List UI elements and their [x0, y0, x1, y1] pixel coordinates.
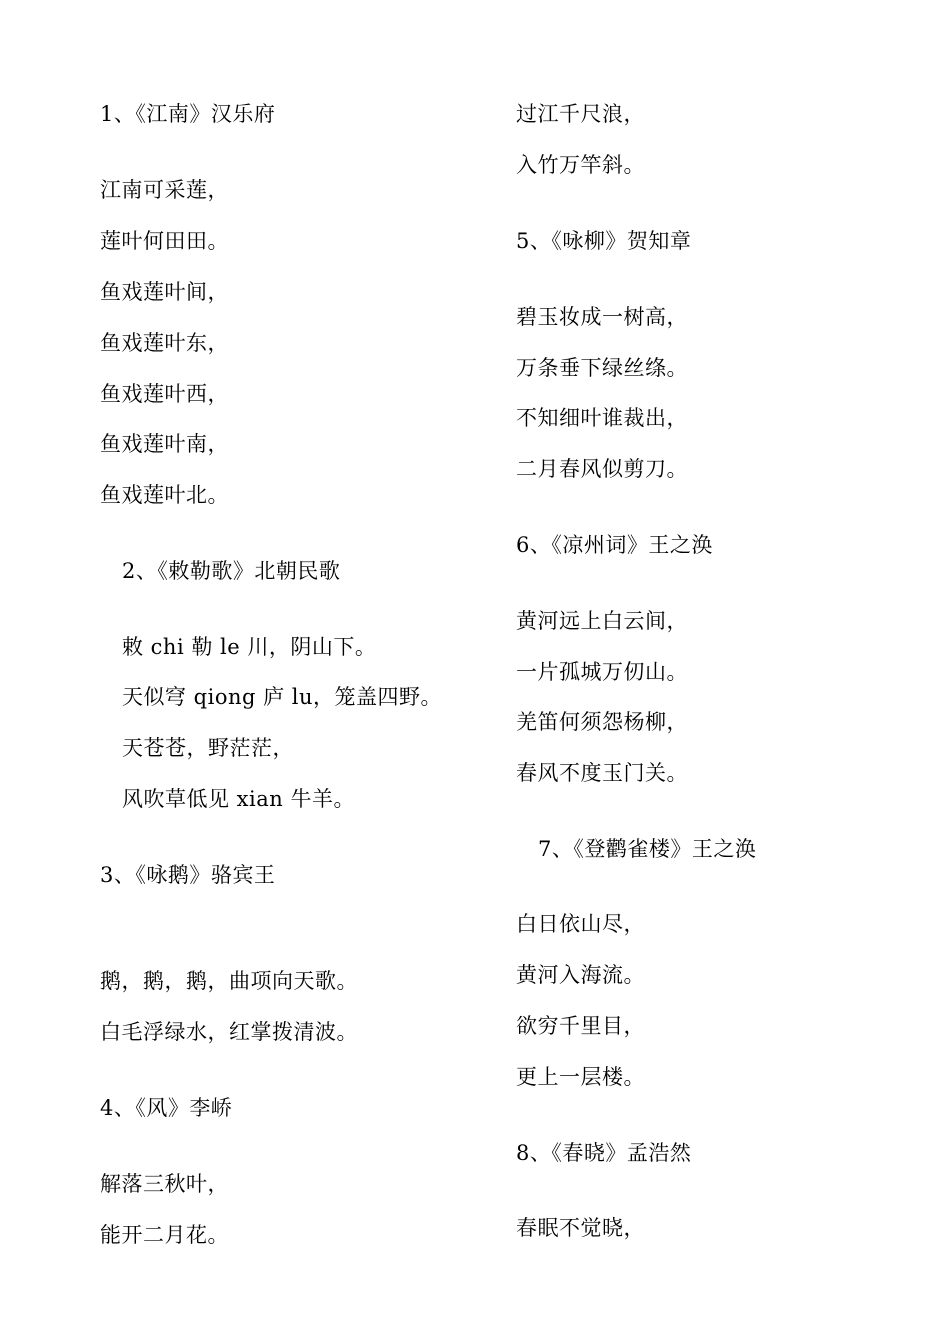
- poem-line: 莲叶何田田。: [100, 229, 229, 253]
- poem-line: 白日依山尽，: [516, 912, 645, 936]
- poem-line: 鱼戏莲叶南，: [100, 432, 229, 456]
- poem-line: 碧玉妆成一树高，: [516, 305, 688, 329]
- poem-line: 不知细叶谁裁出，: [516, 406, 688, 430]
- poem-line: 入竹万竿斜。: [516, 153, 645, 177]
- poem-title: 2、《敕勒歌》北朝民歌: [122, 559, 341, 583]
- poem-title: 1、《江南》汉乐府: [100, 102, 276, 126]
- poem-line: 天似穹 qiong 庐 lu，笼盖四野。: [122, 685, 443, 709]
- poem-line: 羌笛何须怨杨柳，: [516, 710, 688, 734]
- poem-line: 敕 chi 勒 le 川，阴山下。: [122, 635, 377, 659]
- poem-line: 万条垂下绿丝绦。: [516, 356, 688, 380]
- poem-line: 过江千尺浪，: [516, 102, 645, 126]
- poem-line: 春眠不觉晓，: [516, 1216, 645, 1240]
- poem-line: 黄河远上白云间，: [516, 609, 688, 633]
- poem-line: 解落三秋叶，: [100, 1172, 229, 1196]
- poem-line: 天苍苍，野茫茫，: [122, 736, 294, 760]
- poem-line: 一片孤城万仞山。: [516, 660, 688, 684]
- poem-line: 更上一层楼。: [516, 1065, 645, 1089]
- poem-title: 6、《凉州词》王之涣: [516, 533, 713, 557]
- poem-line: 二月春风似剪刀。: [516, 457, 688, 481]
- poem-line: 欲穷千里目，: [516, 1014, 645, 1038]
- poem-line: 鱼戏莲叶间，: [100, 280, 229, 304]
- poem-line: 白毛浮绿水，红掌拨清波。: [100, 1020, 358, 1044]
- poem-line: 鱼戏莲叶东，: [100, 331, 229, 355]
- poem-title: 8、《春晓》孟浩然: [516, 1141, 692, 1165]
- poem-line: 鱼戏莲叶西，: [100, 382, 229, 406]
- poem-line: 鱼戏莲叶北。: [100, 483, 229, 507]
- poem-line: 黄河入海流。: [516, 963, 645, 987]
- poem-line: 鹅，鹅，鹅，曲项向天歌。: [100, 969, 358, 993]
- poem-title: 3、《咏鹅》骆宾王: [100, 863, 276, 887]
- poem-title: 7、《登鹳雀楼》王之涣: [538, 837, 757, 861]
- poem-title: 5、《咏柳》贺知章: [516, 229, 692, 253]
- poem-line: 能开二月花。: [100, 1223, 229, 1247]
- poem-line: 风吹草低见 xian 牛羊。: [122, 787, 355, 811]
- poem-line: 春风不度玉门关。: [516, 761, 688, 785]
- poem-line: 江南可采莲，: [100, 178, 229, 202]
- poem-title: 4、《风》李峤: [100, 1096, 233, 1120]
